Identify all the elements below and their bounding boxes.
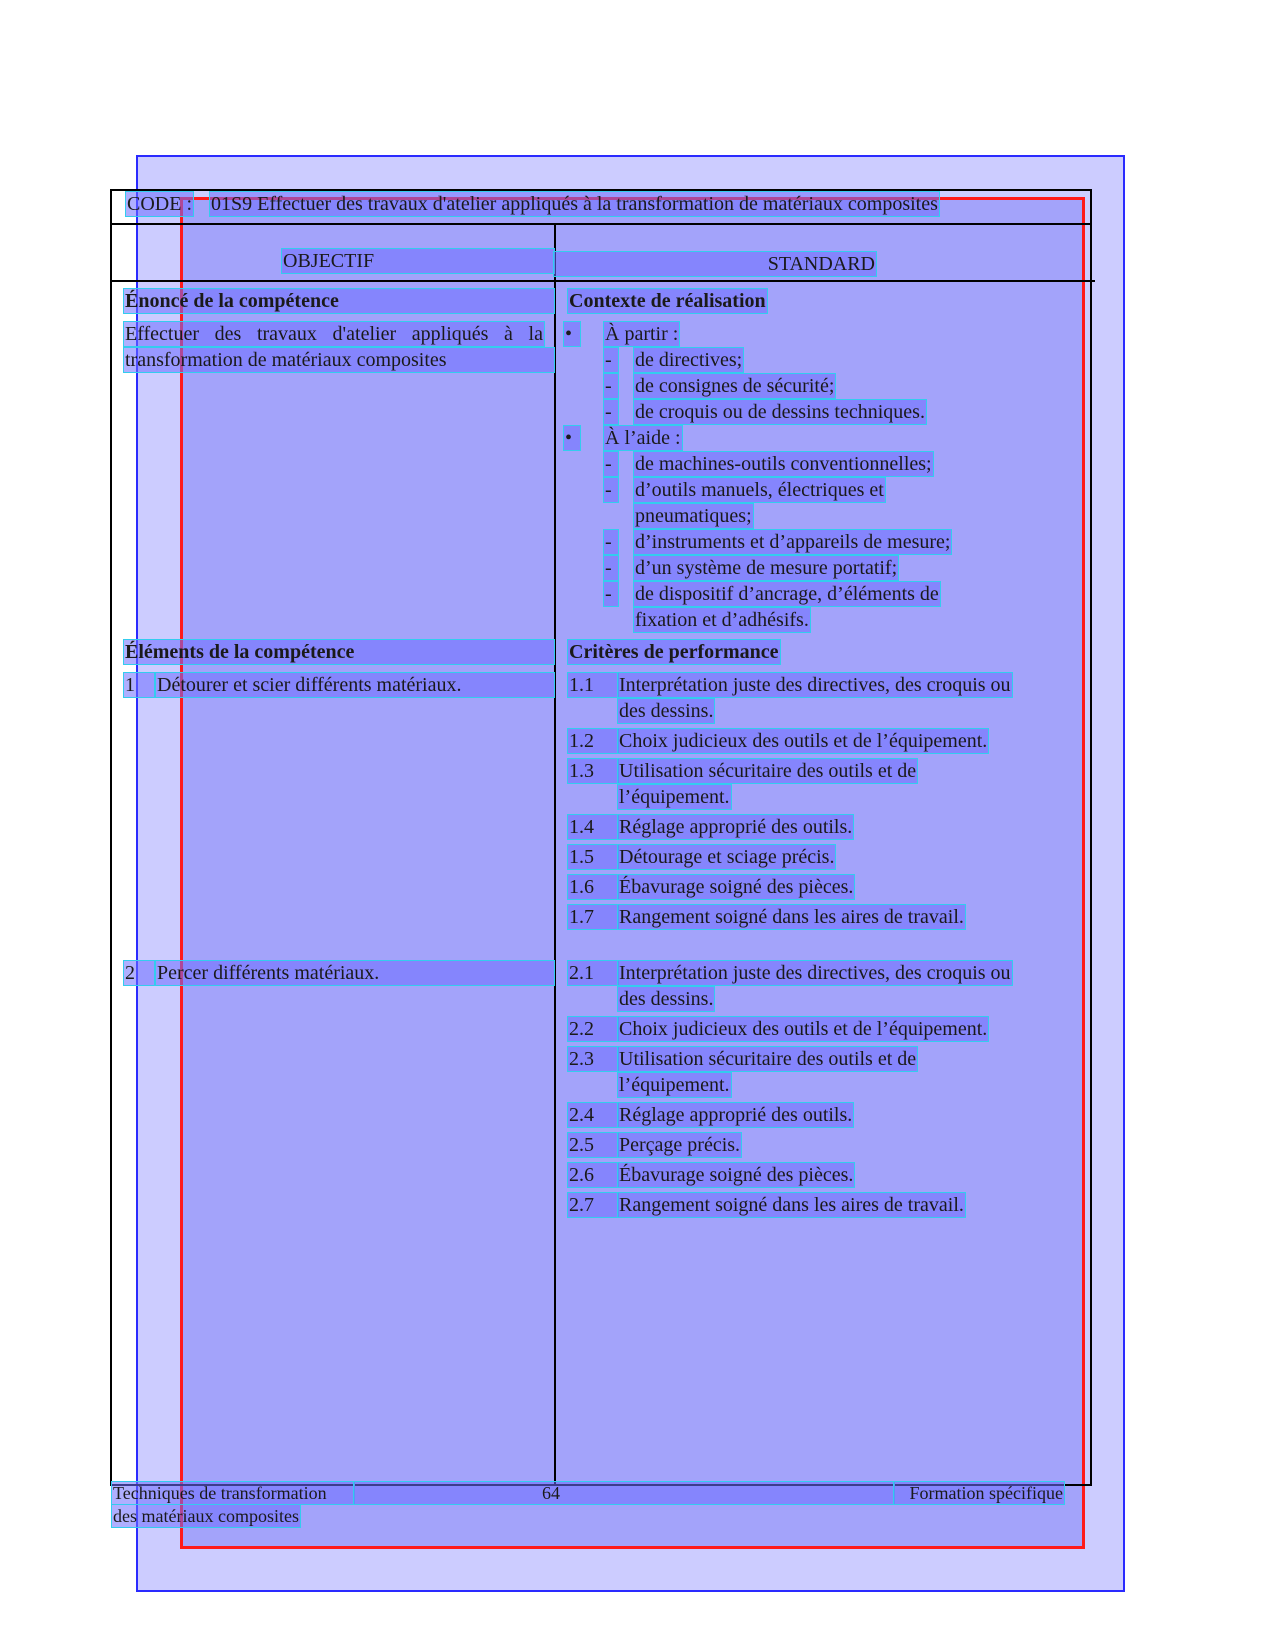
critere-number: 1.2 (568, 729, 618, 753)
critere-number: 2.7 (568, 1193, 618, 1217)
critere-number: 2.1 (568, 961, 618, 985)
column-title-objectif: OBJECTIF (282, 249, 554, 273)
critere-number: 2.4 (568, 1103, 618, 1127)
dash-icon: - (604, 374, 618, 398)
critere-number: 1.4 (568, 815, 618, 839)
element-text: Percer différents matériaux. (156, 961, 554, 985)
dash-icon: - (604, 556, 618, 580)
critere-text: Interprétation juste des directives, des croquis ou (619, 962, 1011, 984)
contexte-a-laide-item: d’un système de mesure portatif; (635, 557, 898, 579)
table-column-divider (554, 223, 556, 1486)
critere-text: Réglage approprié des outils. (619, 1104, 853, 1126)
contexte-heading: Contexte de réalisation (569, 290, 766, 312)
critere-text: Rangement soigné dans les aires de travail. (619, 906, 964, 928)
dash-icon: - (604, 582, 618, 606)
critere-text-cont: l’équipement. (619, 786, 730, 808)
dash-icon: - (604, 530, 618, 554)
critere-text: Détourage et sciage précis. (619, 846, 835, 868)
critere-number: 2.6 (568, 1163, 618, 1187)
criteres-heading: Critères de performance (569, 641, 779, 663)
footer-section-label: Formation spécifique (894, 1482, 1064, 1504)
contexte-a-laide-item: d’outils manuels, électriques et (635, 479, 884, 501)
bullet-icon: • (564, 426, 580, 450)
element-text: Détourer et scier différents matériaux. (156, 673, 554, 697)
contexte-a-laide-item-cont: pneumatiques; (635, 505, 752, 527)
critere-number: 1.1 (568, 673, 618, 697)
critere-number: 1.5 (568, 845, 618, 869)
critere-text: Réglage approprié des outils. (619, 816, 853, 838)
element-number: 1 (124, 673, 154, 697)
contexte-a-laide-item: de machines-outils conventionnelles; (635, 453, 932, 475)
table-divider-header (110, 223, 1092, 225)
critere-text-cont: des dessins. (619, 988, 714, 1010)
critere-number: 1.6 (568, 875, 618, 899)
dash-icon: - (604, 400, 618, 424)
critere-number: 1.7 (568, 905, 618, 929)
enonce-line-1: Effectuer des travaux d'atelier appliqués à la (125, 323, 543, 345)
critere-number: 2.3 (568, 1047, 618, 1071)
critere-number: 2.2 (568, 1017, 618, 1041)
footer-program-line-2: des matériaux composites (113, 1506, 299, 1526)
bullet-icon: • (564, 322, 580, 346)
contexte-a-laide-item-cont: fixation et d’adhésifs. (635, 609, 809, 631)
code-title: 01S9 Effectuer des travaux d'atelier appliqués à la transformation de matériaux composites (211, 193, 938, 215)
contexte-a-partir-item: de croquis ou de dessins techniques. (635, 401, 925, 423)
critere-text-cont: des dessins. (619, 700, 714, 722)
contexte-a-laide-item: d’instruments et d’appareils de mesure; (635, 531, 951, 553)
contexte-a-laide-item: de dispositif d’ancrage, d’éléments de (635, 583, 939, 605)
critere-text: Choix judicieux des outils et de l’équipement. (619, 1018, 988, 1040)
dash-icon: - (604, 478, 618, 502)
contexte-a-partir-item: de directives; (635, 349, 743, 371)
critere-text: Perçage précis. (619, 1134, 741, 1156)
column-title-standard: STANDARD (554, 252, 876, 276)
critere-text: Rangement soigné dans les aires de travail. (619, 1194, 964, 1216)
elements-heading: Éléments de la compétence (124, 640, 554, 664)
critere-text: Ébavurage soigné des pièces. (619, 1164, 854, 1186)
critere-text: Utilisation sécuritaire des outils et de (619, 1048, 917, 1070)
critere-text: Ébavurage soigné des pièces. (619, 876, 854, 898)
enonce-line-2: transformation de matériaux composites (124, 348, 554, 372)
critere-text-cont: l’équipement. (619, 1074, 730, 1096)
dash-icon: - (604, 348, 618, 372)
table-divider-columns (110, 280, 1095, 282)
dash-icon: - (604, 452, 618, 476)
element-number: 2 (124, 961, 154, 985)
critere-number: 1.3 (568, 759, 618, 783)
enonce-heading: Énoncé de la compétence (124, 289, 554, 313)
contexte-a-partir-item: de consignes de sécurité; (635, 375, 835, 397)
code-label: CODE : (127, 193, 192, 215)
footer-program-line-1: Techniques de transformation (112, 1482, 354, 1504)
critere-text: Choix judicieux des outils et de l’équipement. (619, 730, 988, 752)
critere-text: Interprétation juste des directives, des croquis ou (619, 674, 1011, 696)
critere-text: Utilisation sécuritaire des outils et de (619, 760, 917, 782)
contexte-a-partir: À partir : (605, 323, 679, 345)
contexte-a-laide: À l’aide : (605, 427, 681, 449)
critere-number: 2.5 (568, 1133, 618, 1157)
footer-page-number: 64 (354, 1482, 894, 1504)
